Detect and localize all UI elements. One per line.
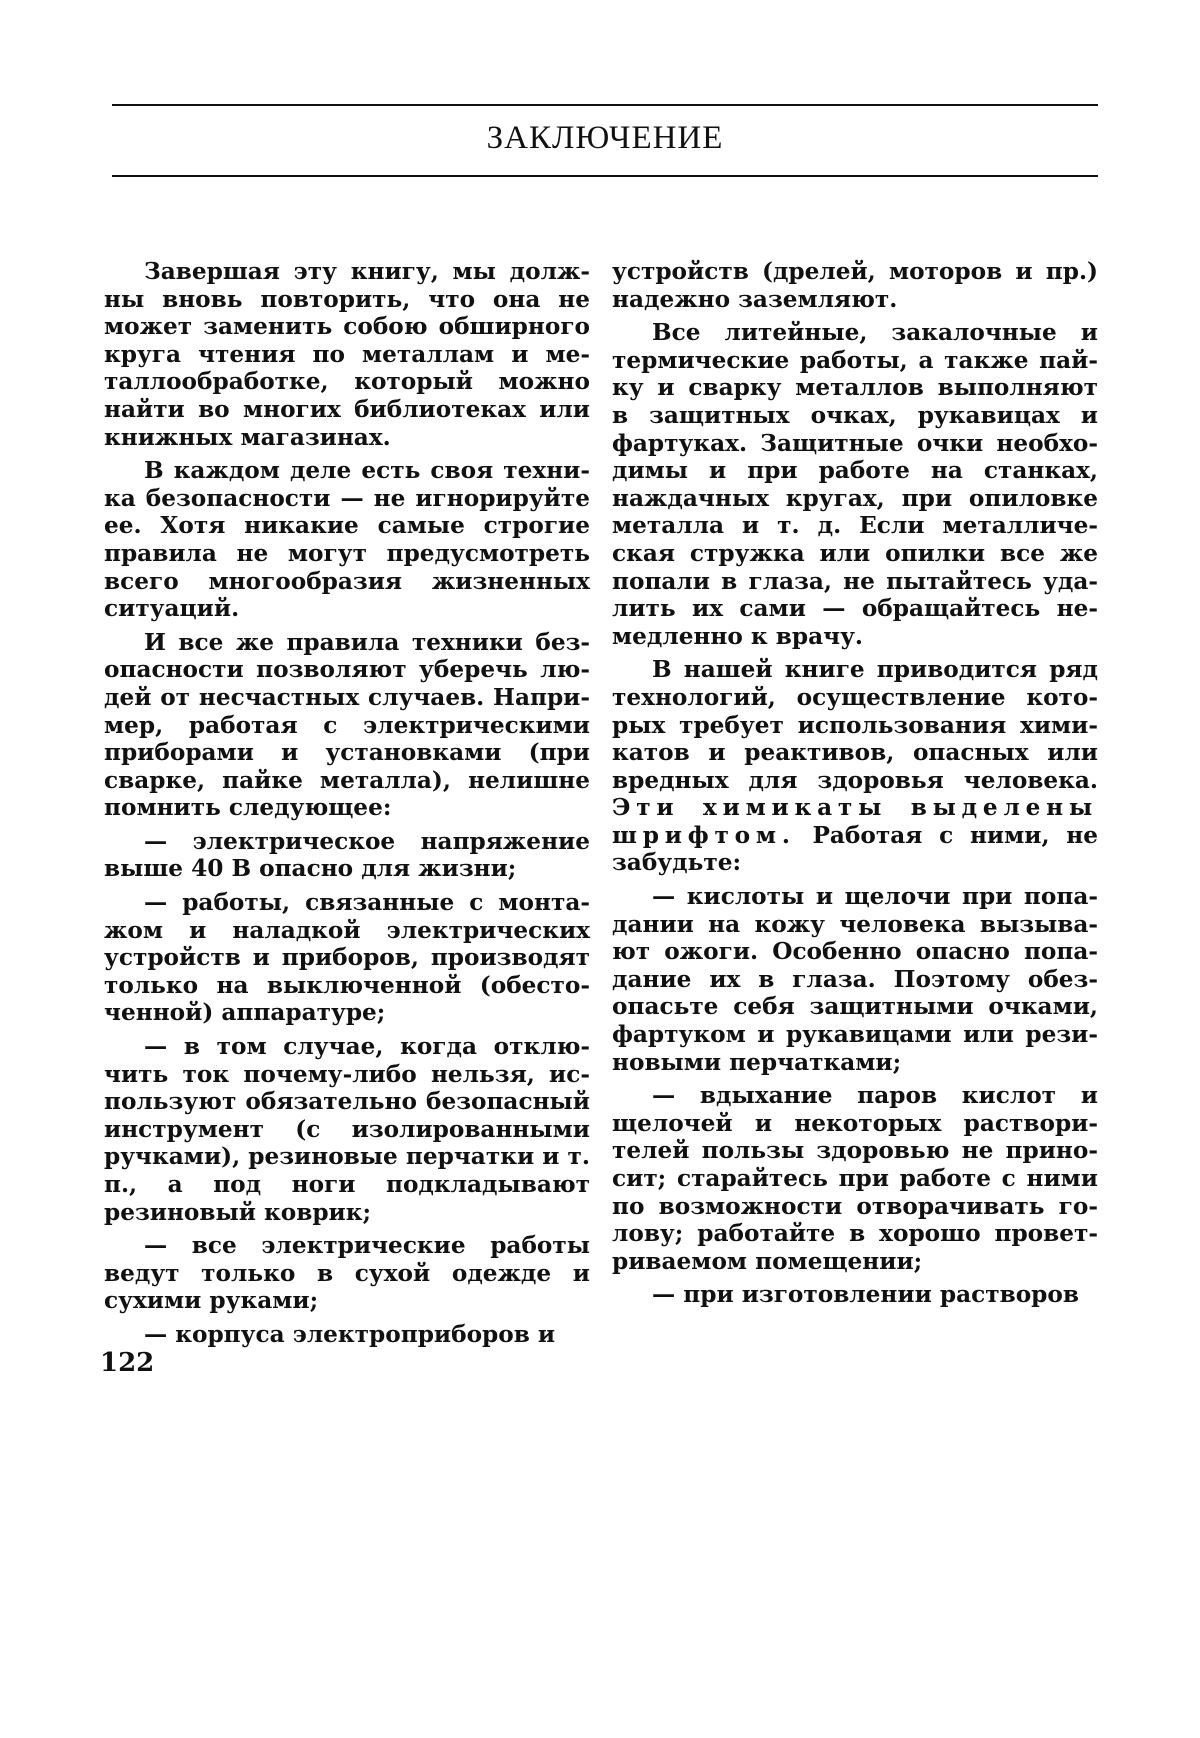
list-item: — все электрические работы ведут только в сухой одежде и сухими руками; (104, 1232, 590, 1315)
paragraph: Все литейные, закалочные и термические работы, а также пай­ку и сварку металлов выполняют в защитных очках, рукавицах и фартуках. Защитные очки необхо­димы и при работе на станках, наждачных кругах, при опиловке металла и т. д. Если металличе­ская стружка или опилки все же попали в глаза, не пытайтесь уда­лить их сами — обращайтесь не­медленно к врачу. (612, 319, 1098, 650)
paragraph: И все же правила техники без­опасности позволяют уберечь лю­дей от несчастных случаев. Напри­мер, работая с электрическими приборами и установками (при сварке, пайке металла), нелишне помнить следующее: (104, 629, 590, 822)
list-item: — в том случае, когда отклю­чить ток почему-либо нельзя, ис­пользуют обязательно безопасный инструмент (с изолированными ручками), резиновые перчатки и т. п., а под ноги подкладывают резиновый коврик; (104, 1033, 590, 1226)
list-item: — электрическое напряжение выше 40 В опасно для жизни; (104, 828, 590, 883)
list-item: — вдыхание паров кислот и щелочей и некоторых раствори­телей пользы здоровью не прино­сит; старайтесь при работе с ними по возможности отворачивать го­лову; работайте в хорошо провет­риваемом помещении; (612, 1082, 1098, 1275)
spaced-emphasis: Эти химикаты выделены шрифтом. (612, 794, 1098, 849)
paragraph: устройств (дрелей, моторов и пр.) надежно заземляют. (612, 258, 1098, 313)
list-item: — работы, связанные с монта­жом и наладкой электрических устройств и приборов, производят только на выключенной (обесто­ченной) аппаратуре; (104, 889, 590, 1027)
list-item: — при изготовлении растворов (612, 1281, 1098, 1309)
left-column (104, 258, 590, 1355)
right-column (612, 258, 1098, 1315)
paragraph: В каждом деле есть своя техни­ка безопасности — не игнорируйте ее. Хотя никакие самые строгие правила не могут предусмотреть всего многообразия жизненных си­туаций. (104, 457, 590, 623)
list-item: — кислоты и щелочи при попа­дании на кожу человека вызыва­ют ожоги. Особенно опасно попа­дание их в глаза. Поэтому обез­опасьте себя защитными очками, фартуком и рукавицами или рези­новыми перчатками; (612, 883, 1098, 1076)
paragraph (612, 656, 1098, 877)
chapter-title: ЗАКЛЮЧЕНИЕ (112, 120, 1098, 157)
paragraph-text: Работая с ними, не забудьте: (612, 822, 1098, 877)
list-item: — корпуса электроприборов и (104, 1321, 590, 1349)
header-rule-bottom (112, 175, 1098, 177)
paragraph: Завершая эту книгу, мы долж­ны вновь повторить, что она не может заменить собою обширного круга чтения по металлам и ме­таллообработке, который можно найти во многих библиотеках или книжных магазинах. (104, 258, 590, 451)
header-rule-top (112, 104, 1098, 106)
paragraph-text: В нашей книге приводится ряд технологий, осуществление кото­рых требует использования хими­катов и реактивов, опасных или вредных для здоровья человека. (612, 656, 1098, 793)
page-number: 122 (100, 1348, 154, 1378)
